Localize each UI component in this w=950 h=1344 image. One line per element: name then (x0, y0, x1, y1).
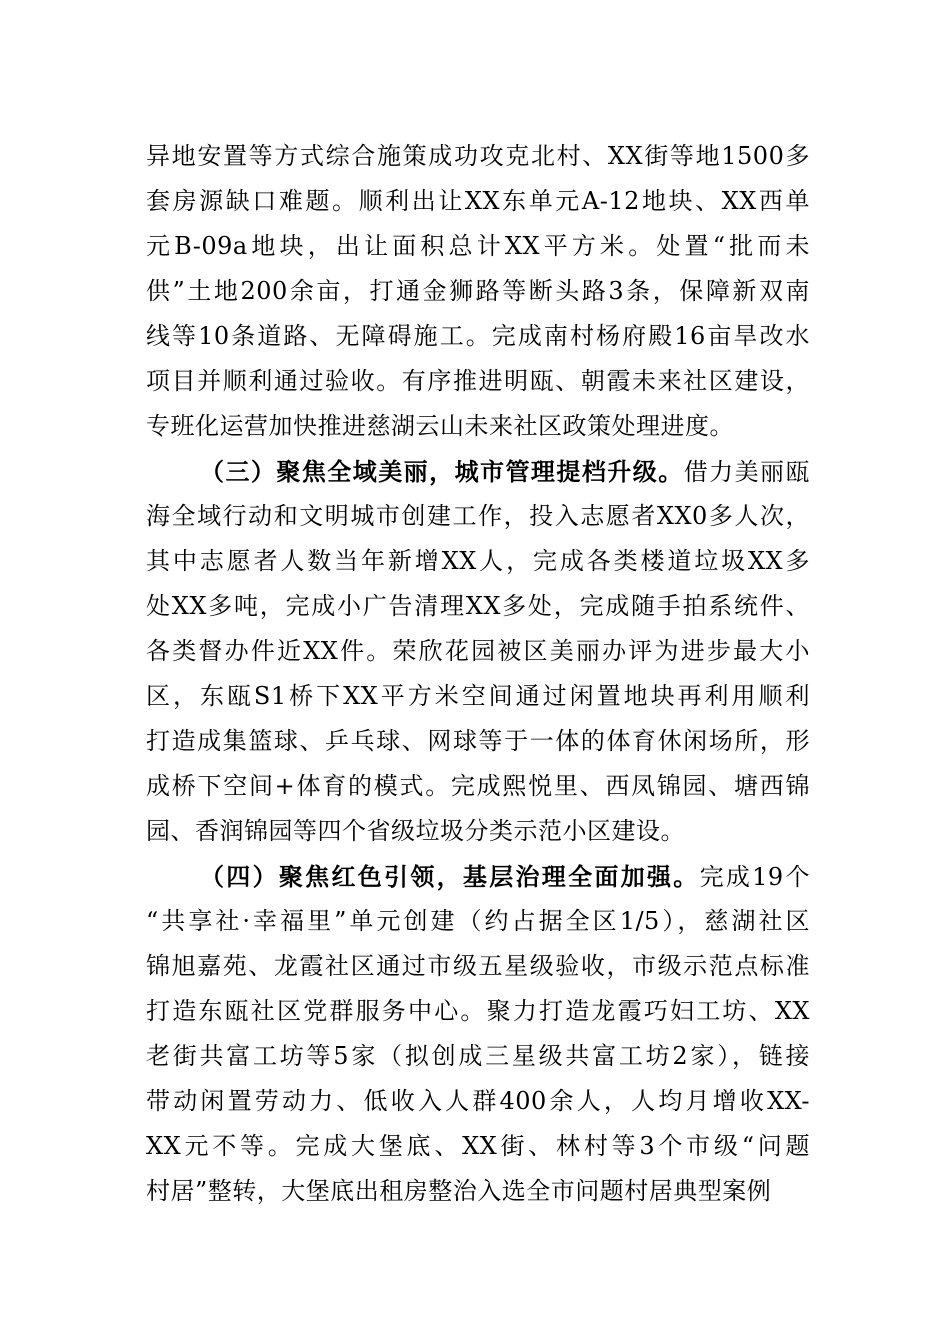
text-line: 村居”整转，大堡底出租房整治入选全市问题村居典型案例 (146, 1177, 772, 1205)
text-line: 其中志愿者人数当年新增XX人，完成各类楼道垃圾XX多 (146, 547, 810, 575)
text-line: 处XX多吨，完成小广告清理XX多处，完成随手拍系统件、 (146, 592, 810, 620)
paragraph-first-line (146, 449, 810, 494)
text-line: 区，东瓯S1桥下XX平方米空间通过闲置地块再利用顺利 (146, 682, 810, 710)
text-line: “共享社·幸福里”单元创建（约占据全区1/5），慈湖社区 (146, 907, 810, 935)
text-line: XX元不等。完成大堡底、XX街、林村等3个市级“问题 (146, 1132, 810, 1160)
text-line: 专班化运营加快推进慈湖云山未来社区政策处理进度。 (146, 412, 734, 440)
paragraph-first-line (146, 854, 810, 899)
text-line: 锦旭嘉苑、龙霞社区通过市级五星级验收，市级示范点标准 (146, 952, 810, 980)
heading-line-rest: 借力美丽瓯 (683, 458, 811, 486)
section-heading: （三）聚焦全域美丽，城市管理提档升级。 (200, 457, 684, 486)
text-line: 老街共富工坊等5家（拟创成三星级共富工坊2家），链接 (146, 1042, 810, 1070)
text-line: 成桥下空间+体育的模式。完成熙悦里、西凤锦园、塘西锦 (146, 772, 810, 800)
section-heading: （四）聚焦红色引领，基层治理全面加强。 (200, 862, 700, 891)
text-line: 异地安置等方式综合施策成功攻克北村、XX街等地1500多 (146, 142, 810, 170)
text-line: 园、香润锦园等四个省级垃圾分类示范小区建设。 (146, 817, 685, 845)
text-line: 海全域行动和文明城市创建工作，投入志愿者XX0多人次， (146, 502, 810, 530)
paragraph-1 (146, 134, 810, 449)
text-line: 线等10条道路、无障碍施工。完成南村杨府殿16亩旱改水 (146, 322, 810, 350)
text-line: 打造成集篮球、乒乓球、网球等于一体的体育休闲场所，形 (146, 727, 810, 755)
text-line: 带动闲置劳动力、低收入人群400余人，人均月增收XX- (146, 1087, 810, 1115)
text-line: 各类督办件近XX件。荣欣花园被区美丽办评为进步最大小 (146, 637, 810, 665)
text-line: 元B-09a地块，出让面积总计XX平方米。处置“批而未 (146, 232, 810, 260)
text-line: 套房源缺口难题。顺利出让XX东单元A-12地块、XX西单 (146, 187, 810, 215)
text-line: 项目并顺利通过验收。有序推进明瓯、朝霞未来社区建设， (146, 367, 810, 395)
document-body (146, 134, 810, 1214)
text-line: 供”土地200余亩，打通金狮路等断头路3条，保障新双南 (146, 277, 810, 305)
heading-line-rest: 完成19个 (699, 863, 810, 891)
paragraph-3 (146, 854, 810, 1214)
text-line: 打造东瓯社区党群服务中心。聚力打造龙霞巧妇工坊、XX (146, 997, 810, 1025)
paragraph-2 (146, 449, 810, 854)
